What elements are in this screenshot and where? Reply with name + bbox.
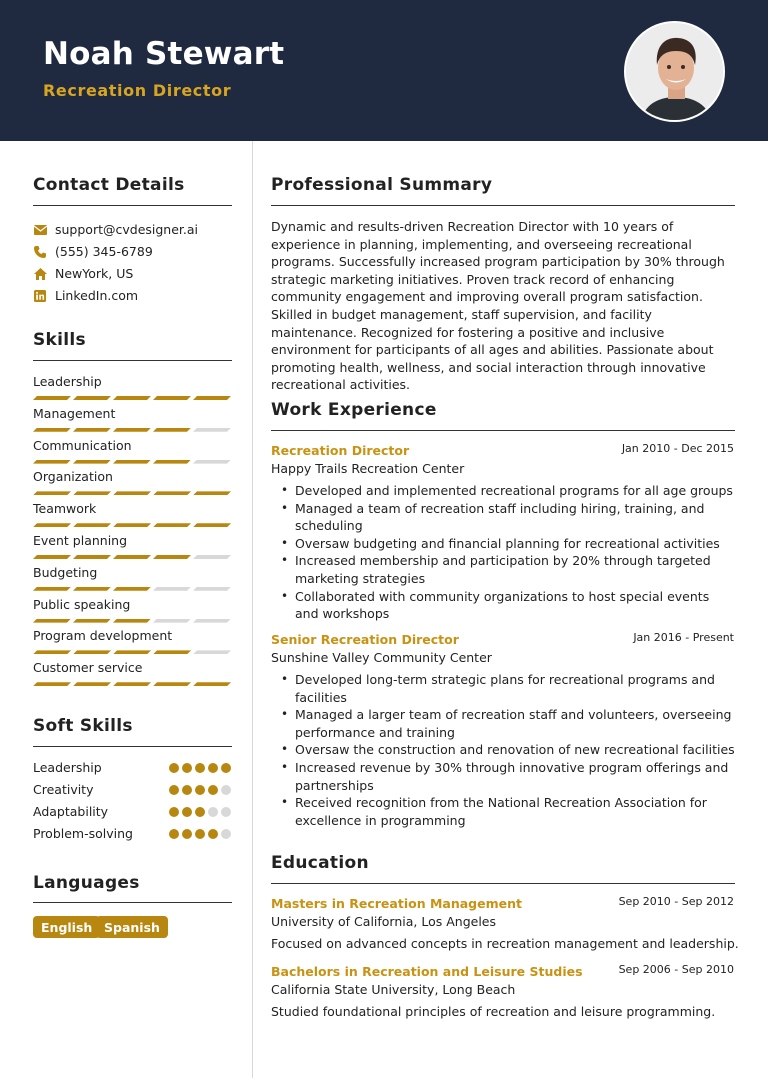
skill-level-segment xyxy=(33,428,71,432)
skill-level-segment xyxy=(113,619,151,623)
skill-level-segment xyxy=(193,619,231,623)
skill-label: Public speaking xyxy=(33,596,131,612)
skill-item xyxy=(33,406,233,432)
skill-level-bar xyxy=(33,460,233,464)
home-icon xyxy=(33,267,47,281)
column-divider xyxy=(252,141,253,1078)
summary-heading-rule xyxy=(271,205,735,206)
soft-skill-label: Creativity xyxy=(33,782,94,797)
skill-level-segment xyxy=(113,491,151,495)
skill-label: Event planning xyxy=(33,533,128,548)
candidate-title: Recreation Director xyxy=(43,81,232,100)
skill-level-segment xyxy=(193,428,231,432)
skill-level-segment xyxy=(73,460,111,464)
skill-label: Management xyxy=(33,405,116,421)
soft-skills-heading-rule xyxy=(33,746,232,747)
skills-heading-rule xyxy=(33,360,232,361)
skill-item xyxy=(33,533,233,559)
school-name: University of California, Los Angeles xyxy=(271,914,497,929)
skill-item xyxy=(33,438,233,464)
candidate-name: Noah Stewart xyxy=(43,36,285,72)
rating-dot xyxy=(182,785,192,795)
skill-item xyxy=(33,565,233,591)
skill-level-segment xyxy=(153,523,191,527)
skill-level-segment xyxy=(153,682,191,686)
contact-heading-rule xyxy=(33,205,232,206)
skill-level-bar xyxy=(33,396,233,400)
skill-level-bar xyxy=(33,523,233,527)
list-item: • Oversaw budgeting and financial planning for recreational activities xyxy=(271,535,735,553)
contact-linkedin-text: LinkedIn.com xyxy=(55,288,139,303)
contact-phone[interactable] xyxy=(33,244,153,259)
list-item: • Developed and implemented recreational programs for all age groups xyxy=(271,482,735,500)
soft-skill-label: Problem-solving xyxy=(33,826,133,841)
rating-dot xyxy=(208,807,218,817)
rating-dot xyxy=(221,829,231,839)
language-badge: English xyxy=(33,916,100,938)
skill-level-segment xyxy=(73,555,111,559)
skill-level-bar xyxy=(33,428,233,432)
skill-item xyxy=(33,501,233,527)
degree-date: Sep 2010 - Sep 2012 xyxy=(618,895,734,908)
skill-item xyxy=(33,628,233,654)
list-item: • Increased membership and participation by 20% through targeted marketing strategies xyxy=(271,552,735,587)
rating-dot xyxy=(169,829,179,839)
soft-skill-rating xyxy=(169,785,231,795)
degree-title: Bachelors in Recreation and Leisure Studies xyxy=(271,964,583,979)
skill-item xyxy=(33,597,233,623)
contact-linkedin[interactable] xyxy=(33,288,138,303)
contact-email-text: support@cvdesigner.ai xyxy=(55,222,199,237)
skill-level-segment xyxy=(33,460,71,464)
contact-location-text: NewYork, US xyxy=(55,266,134,281)
list-item: • Collaborated with community organizations to host special events and workshops xyxy=(271,588,735,623)
skill-level-segment xyxy=(113,523,151,527)
skill-level-segment xyxy=(33,587,71,591)
skill-level-segment xyxy=(153,650,191,654)
skill-level-segment xyxy=(73,587,111,591)
rating-dot xyxy=(221,785,231,795)
phone-icon xyxy=(33,245,47,259)
skill-label: Budgeting xyxy=(33,564,98,580)
rating-dot xyxy=(169,785,179,795)
skill-level-segment xyxy=(33,396,71,400)
skill-label: Program development xyxy=(33,628,173,644)
skill-level-segment xyxy=(33,555,71,559)
skill-item xyxy=(33,374,233,400)
degree-description: Focused on advanced concepts in recreation management and leadership. xyxy=(271,936,739,951)
skill-label: Communication xyxy=(33,437,132,453)
soft-skill-item xyxy=(33,782,233,800)
skill-item xyxy=(33,469,233,495)
list-item: • Managed a team of recreation staff including hiring, training, and scheduling xyxy=(271,500,735,535)
job-date: Jan 2010 - Dec 2015 xyxy=(621,442,734,455)
skill-level-segment xyxy=(193,682,231,686)
profile-photo xyxy=(624,21,725,122)
skill-label: Customer service xyxy=(33,660,143,676)
soft-skills-heading: Soft Skills xyxy=(33,716,133,736)
rating-dot xyxy=(195,829,205,839)
soft-skill-item xyxy=(33,760,233,778)
summary-text: Dynamic and results-driven Recreation Director with 10 years of experience in planning, implementing, and overseeing recreational programs. Successfully increased program participation by 30% through strategic marketing initiatives. Proven track record of enhancing community engagement and improving overall program satisfaction. Skilled in budget management, staff supervision, and facility maintenance. Recognized for fostering a positive and inclusive environment for participants of all ages and abilities. Passionate about promoting health, wellness, and social interaction through innovative recreational activities. xyxy=(271,219,725,393)
contact-phone-text: (555) 345-6789 xyxy=(55,244,153,259)
rating-dot xyxy=(208,785,218,795)
contact-location xyxy=(33,266,133,281)
language-badge: Spanish xyxy=(96,916,168,938)
skill-level-segment xyxy=(153,428,191,432)
skill-level-segment xyxy=(113,587,151,591)
job-organization: Happy Trails Recreation Center xyxy=(271,461,465,476)
degree-description: Studied foundational principles of recreation and leisure programming. xyxy=(271,1004,716,1019)
skill-level-segment xyxy=(193,523,231,527)
job-bullets xyxy=(271,671,735,829)
education-heading-rule xyxy=(271,883,735,884)
skill-level-segment xyxy=(33,523,71,527)
soft-skill-item xyxy=(33,826,233,844)
skill-level-segment xyxy=(73,523,111,527)
skill-level-segment xyxy=(193,650,231,654)
list-item: • Oversaw the construction and renovation of new recreational facilities xyxy=(271,741,735,759)
list-item: • Managed a larger team of recreation staff and volunteers, overseeing performance and training xyxy=(271,706,735,741)
rating-dot xyxy=(169,807,179,817)
skill-label: Teamwork xyxy=(33,501,97,517)
skill-level-segment xyxy=(153,396,191,400)
skill-level-segment xyxy=(193,396,231,400)
skill-level-segment xyxy=(193,587,231,591)
skill-level-segment xyxy=(193,460,231,464)
soft-skill-rating xyxy=(169,807,231,817)
skill-label: Organization xyxy=(33,469,113,485)
rating-dot xyxy=(182,763,192,773)
rating-dot xyxy=(221,763,231,773)
job-bullets xyxy=(271,482,735,623)
skill-level-bar xyxy=(33,619,233,623)
contact-heading: Contact Details xyxy=(33,175,185,195)
skill-level-segment xyxy=(73,650,111,654)
skill-level-segment xyxy=(193,555,231,559)
skill-level-segment xyxy=(113,460,151,464)
rating-dot xyxy=(195,763,205,773)
experience-heading-rule xyxy=(271,430,735,431)
list-item: • Developed long-term strategic plans for recreational programs and facilities xyxy=(271,671,735,706)
experience-heading: Work Experience xyxy=(271,400,437,420)
rating-dot xyxy=(221,807,231,817)
rating-dot xyxy=(208,763,218,773)
skill-level-bar xyxy=(33,682,233,686)
degree-title: Masters in Recreation Management xyxy=(271,896,522,911)
skill-level-segment xyxy=(73,619,111,623)
soft-skill-item xyxy=(33,804,233,822)
job-organization: Sunshine Valley Community Center xyxy=(271,650,492,665)
list-item: • Increased revenue by 30% through innovative program offerings and partnerships xyxy=(271,759,735,794)
skill-level-segment xyxy=(33,650,71,654)
job-title: Senior Recreation Director xyxy=(271,632,459,647)
skill-level-segment xyxy=(113,428,151,432)
skill-level-segment xyxy=(33,491,71,495)
soft-skill-rating xyxy=(169,829,231,839)
skill-level-bar xyxy=(33,587,233,591)
job-date: Jan 2016 - Present xyxy=(633,631,734,644)
job-title: Recreation Director xyxy=(271,443,410,458)
linkedin-icon xyxy=(33,289,47,303)
skill-level-segment xyxy=(193,491,231,495)
rating-dot xyxy=(195,785,205,795)
soft-skill-rating xyxy=(169,763,231,773)
envelope-icon xyxy=(33,223,47,237)
skill-label: Leadership xyxy=(33,374,102,389)
skills-heading: Skills xyxy=(33,330,86,350)
rating-dot xyxy=(195,807,205,817)
rating-dot xyxy=(182,829,192,839)
header-banner xyxy=(0,0,768,141)
soft-skill-label: Adaptability xyxy=(33,804,109,819)
soft-skill-label: Leadership xyxy=(33,760,102,775)
skill-level-segment xyxy=(73,396,111,400)
list-item: • Received recognition from the National Recreation Association for excellence in programming xyxy=(271,794,735,829)
skill-level-segment xyxy=(73,491,111,495)
rating-dot xyxy=(182,807,192,817)
skill-level-segment xyxy=(153,491,191,495)
skill-level-segment xyxy=(33,619,71,623)
school-name: California State University, Long Beach xyxy=(271,982,516,997)
skill-level-bar xyxy=(33,650,233,654)
skill-level-segment xyxy=(153,587,191,591)
skill-item xyxy=(33,660,233,686)
languages-heading: Languages xyxy=(33,873,140,893)
summary-heading: Professional Summary xyxy=(271,175,493,195)
skill-level-segment xyxy=(153,619,191,623)
skill-level-segment xyxy=(113,396,151,400)
skill-level-segment xyxy=(73,682,111,686)
skill-level-segment xyxy=(73,428,111,432)
skill-level-segment xyxy=(113,682,151,686)
contact-email[interactable] xyxy=(33,222,198,237)
rating-dot xyxy=(208,829,218,839)
skill-level-segment xyxy=(33,682,71,686)
skill-level-segment xyxy=(113,555,151,559)
rating-dot xyxy=(169,763,179,773)
languages-heading-rule xyxy=(33,902,232,903)
skill-level-segment xyxy=(153,555,191,559)
skill-level-bar xyxy=(33,491,233,495)
skill-level-bar xyxy=(33,555,233,559)
person-avatar-icon xyxy=(626,23,725,122)
skill-level-segment xyxy=(113,650,151,654)
education-heading: Education xyxy=(271,853,369,873)
degree-date: Sep 2006 - Sep 2010 xyxy=(618,963,734,976)
skill-level-segment xyxy=(153,460,191,464)
